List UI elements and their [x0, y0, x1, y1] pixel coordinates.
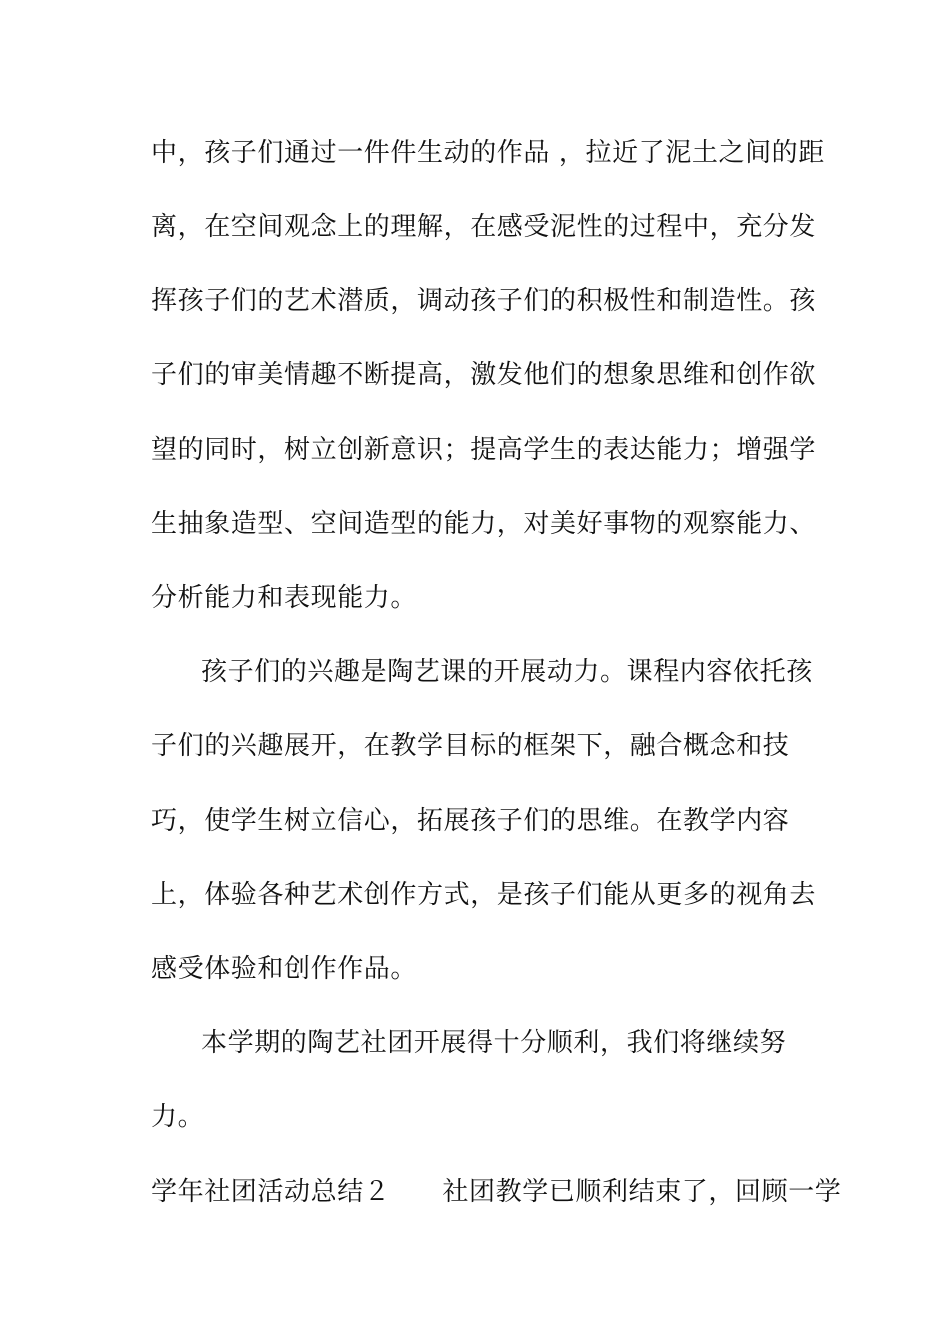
text-line: 望的同时，树立创新意识；提高学生的表达能力；增强学 — [151, 435, 817, 465]
text-line: 感受体验和创作作品。 — [151, 954, 418, 984]
text-line: 上，体验各种艺术创作方式，是孩子们能从更多的视角去 — [151, 880, 817, 910]
section-heading-line — [151, 1176, 841, 1208]
text-line: 挥孩子们的艺术潜质，调动孩子们的积极性和制造性。孩 — [151, 286, 817, 316]
section-heading: 学年社团活动总结２ — [151, 1177, 391, 1207]
text-line: 力。 — [151, 1102, 205, 1132]
text-line: 分析能力和表现能力。 — [151, 583, 418, 613]
paragraph-start-line: 孩子们的兴趣是陶艺课的开展动力。课程内容依托孩 — [201, 657, 813, 687]
text-line: 中，孩子们通过一件件生动的作品 ，拉近了泥土之间的距 — [151, 138, 825, 168]
text-line: 子们的审美情趣不断提高，激发他们的想象思维和创作欲 — [151, 360, 817, 390]
text-line: 巧，使学生树立信心，拓展孩子们的思维。在教学内容 — [151, 806, 790, 836]
text-line: 生抽象造型、空间造型的能力，对美好事物的观察能力、 — [151, 509, 817, 539]
paragraph-start-line: 本学期的陶艺社团开展得十分顺利，我们将继续努 — [201, 1028, 787, 1058]
text-line: 离，在空间观念上的理解，在感受泥性的过程中，充分发 — [151, 212, 817, 242]
section-first-line: 社团教学已顺利结束了，回顾一学 — [442, 1177, 842, 1207]
text-line: 子们的兴趣展开，在教学目标的框架下，融合概念和技 — [151, 731, 790, 761]
